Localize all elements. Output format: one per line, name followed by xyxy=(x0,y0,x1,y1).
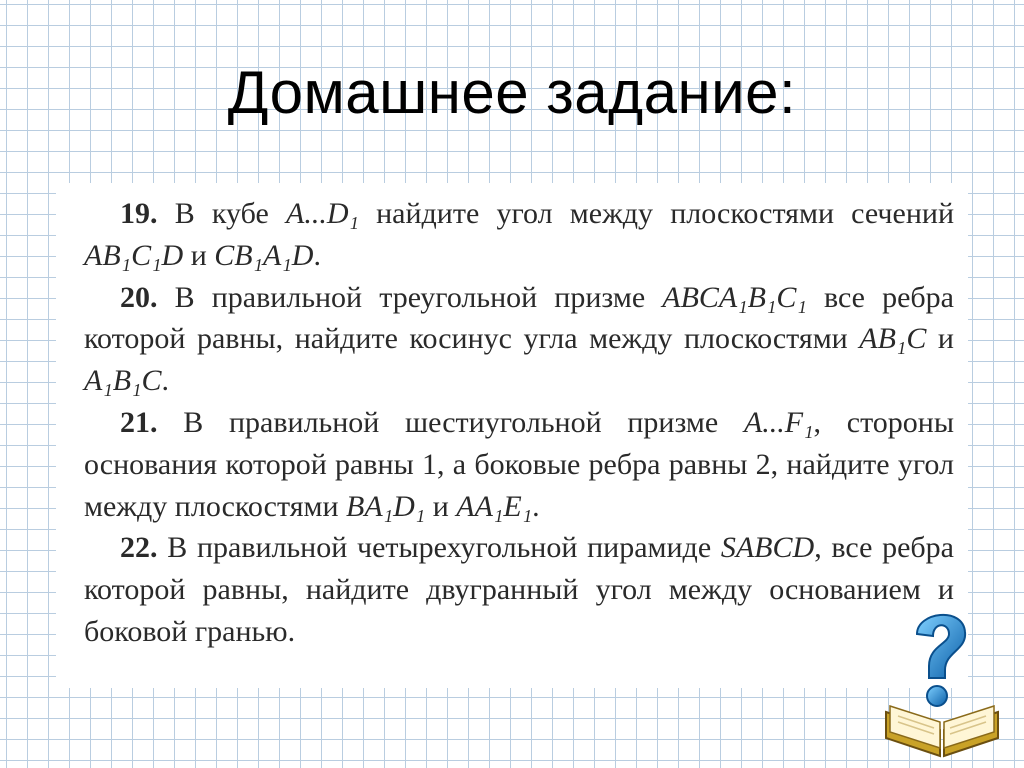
math-expression: A₁B₁C xyxy=(84,364,162,398)
math-expression: SABCD xyxy=(720,531,815,565)
problem-item xyxy=(84,402,954,527)
math-expression: A...F₁ xyxy=(743,405,814,439)
problem-text: В правильной четырехугольной пирамиде xyxy=(167,531,721,565)
math-expression: AA₁E₁ xyxy=(456,489,533,523)
problem-text: . xyxy=(313,238,321,272)
problem-item xyxy=(84,193,954,277)
math-expression: AB₁C₁D xyxy=(84,238,184,272)
problem-text: найдите угол между плоскостями сечений xyxy=(358,197,954,230)
problem-text: В кубе xyxy=(174,197,286,230)
problem-list xyxy=(84,193,954,653)
problem-text: все ребра которой равны, найдите косинус угла между плоскостями xyxy=(84,280,954,356)
problem-text: и xyxy=(425,489,457,523)
problem-item xyxy=(84,277,954,402)
math-expression: AB₁C xyxy=(859,322,927,356)
problem-text: В правильной шестиугольной призме xyxy=(183,405,744,439)
math-expression: ABCA₁B₁C₁ xyxy=(662,280,807,314)
problem-text: . xyxy=(532,489,540,523)
problem-text: , стороны основания которой равны 1, а боковые ребра равны 2, найдите угол между плоскостями xyxy=(84,405,955,523)
problem-number: 19. xyxy=(120,197,175,230)
problem-number: 21. xyxy=(120,405,184,439)
open-book-icon xyxy=(880,682,1004,760)
problem-item xyxy=(84,527,954,652)
math-expression: BA₁D₁ xyxy=(346,489,426,523)
problem-number: 20. xyxy=(120,280,175,314)
problem-text: , все ребра которой равны, найдите двугранный угол между основанием и боковой гранью. xyxy=(84,531,954,648)
page-title: Домашнее задание: xyxy=(227,59,797,126)
math-expression: A...D₁ xyxy=(286,197,359,230)
problem-text: и xyxy=(926,322,954,356)
problem-text: В правильной треугольной призме xyxy=(174,280,663,314)
problem-text: . xyxy=(161,364,170,398)
problem-text: и xyxy=(183,238,215,272)
math-expression: CB₁A₁D xyxy=(214,238,314,272)
problem-number: 22. xyxy=(120,531,168,565)
